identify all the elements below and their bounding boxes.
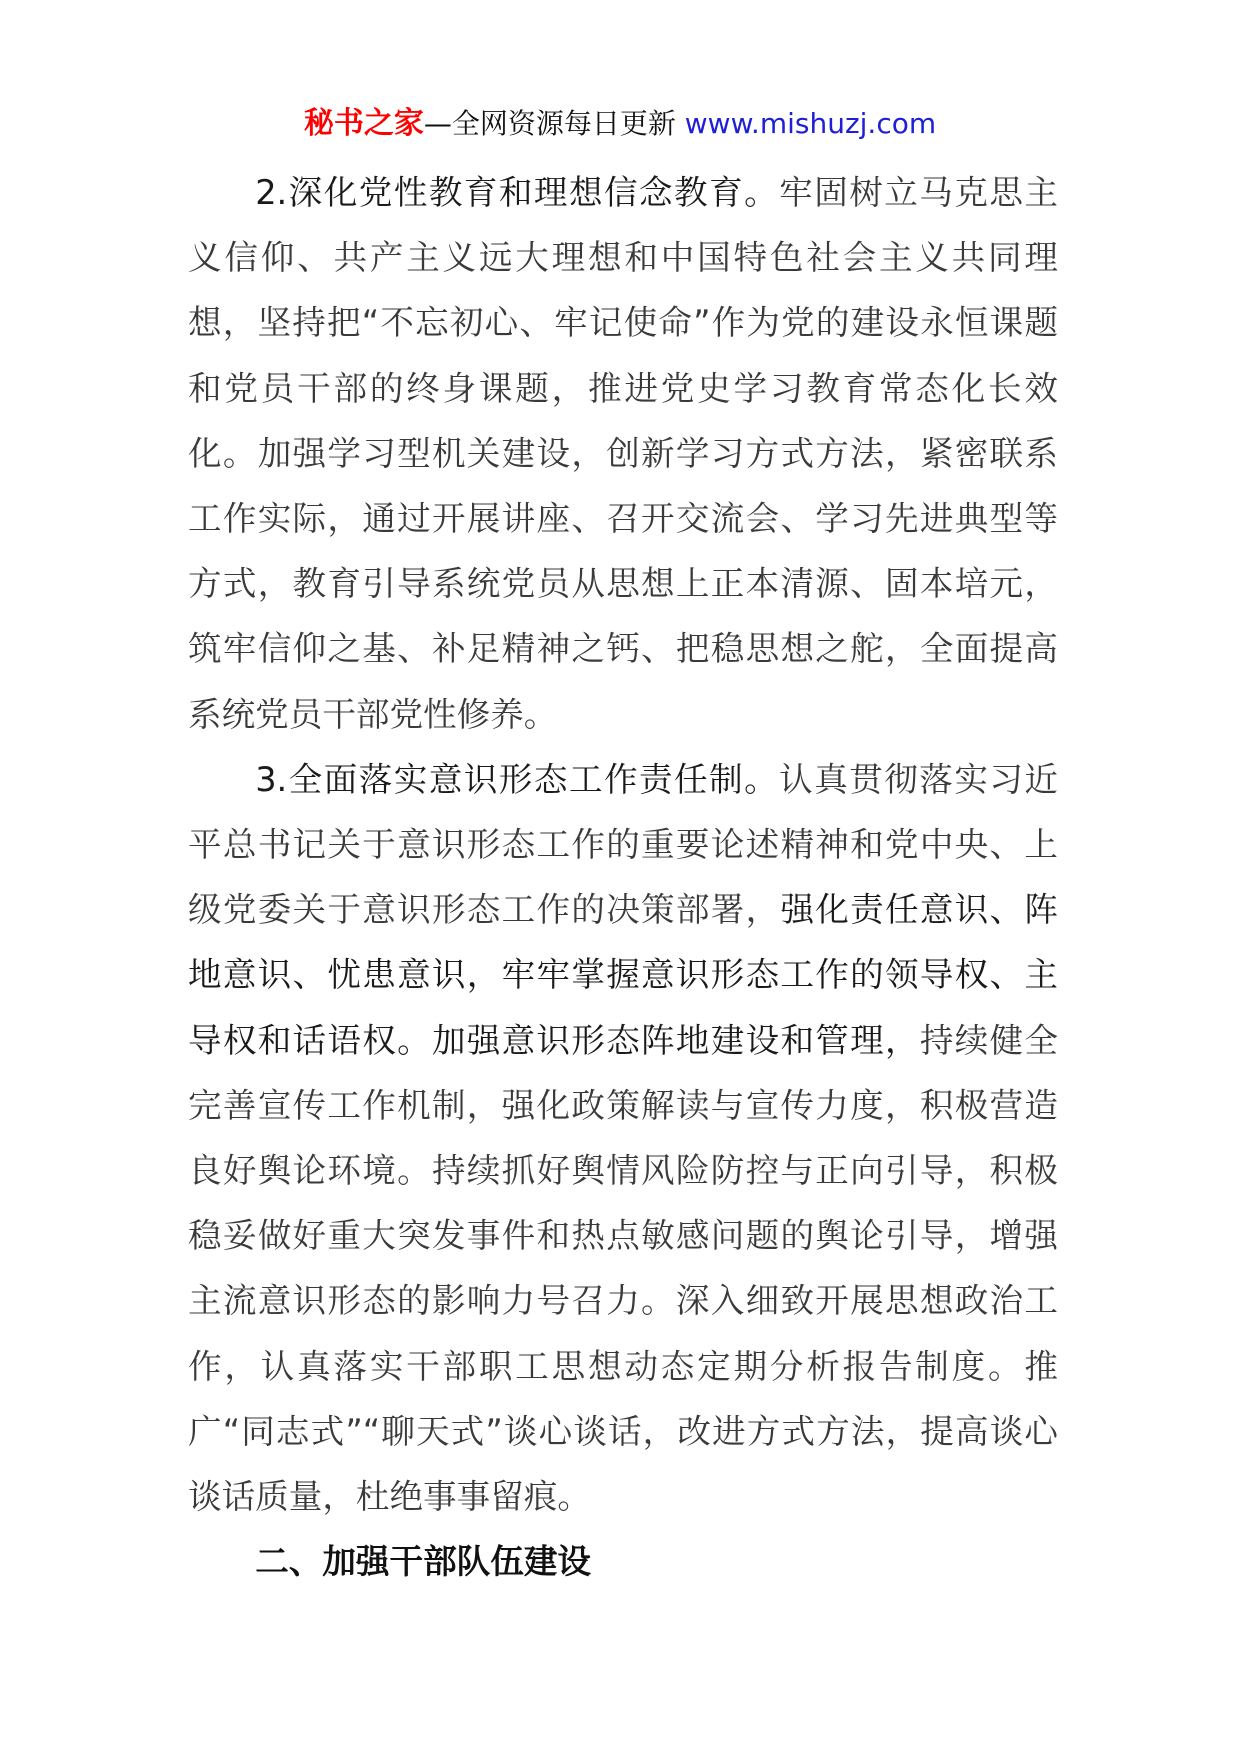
paragraph-3-title: 3.全面落实意识形态工作责任制。 (255, 759, 780, 799)
paragraph-3-body-a: 认真贯彻落实习近平总书记关于意识形态工作的重要论述精神和党中央、上级党委关于意识形态工作的决策部署， (188, 759, 1058, 930)
document-body (188, 160, 1058, 1594)
paragraph-3-body-c: 持续健全完善宣传工作机制，强化政策解读与宣传力度，积极营造良好舆论环境。持续抓好舆情风险防控与正向引导，积极稳妥做好重大突发事件和热点敏感问题的舆论引导，增强主流意识形态的影响力号召力。深入细致开展思想政治工作，认真落实干部职工思想动态定期分析报告制度。推广“同志式”“聊天式”谈心谈话，改进方式方法，提高谈心谈话质量，杜绝事事留痕。 (188, 1020, 1058, 1517)
brand-name: 秘书之家 (303, 106, 424, 141)
paragraph-3 (188, 747, 1058, 1529)
section-heading: 二、加强干部队伍建设 (255, 1542, 591, 1582)
paragraph-2-title: 2.深化党性教育和理想信念教育。 (255, 173, 780, 212)
paragraph-2 (188, 160, 1058, 747)
site-header (0, 100, 1240, 148)
paragraph-2-body: 牢固树立马克思主义信仰、共产主义远大理想和中国特色社会主义共同理想，坚持把“不忘初心、牢记使命”作为党的建设永恒课题和党员干部的终身课题，推进党史学习教育常态化长效化。加强学习型机关建设，创新学习方式方法，紧密联系工作实际，通过开展讲座、召开交流会、学习先进典型等方式，教育引导系统党员从思想上正本清源、固本培元，筑牢信仰之基、补足精神之钙、把稳思想之舵，全面提高系统党员干部党性修养。 (188, 173, 1058, 734)
site-url-link[interactable]: www.mishuzj.com (684, 107, 937, 140)
header-tagline: —全网资源每日更新 (423, 107, 676, 140)
paragraph-3-body-b: 强化责任意识、阵地意识、忧患意识，牢牢掌握意识形态工作的领导权、主导权和话语权。加强意识形态阵地建设和管理， (188, 890, 1058, 1060)
